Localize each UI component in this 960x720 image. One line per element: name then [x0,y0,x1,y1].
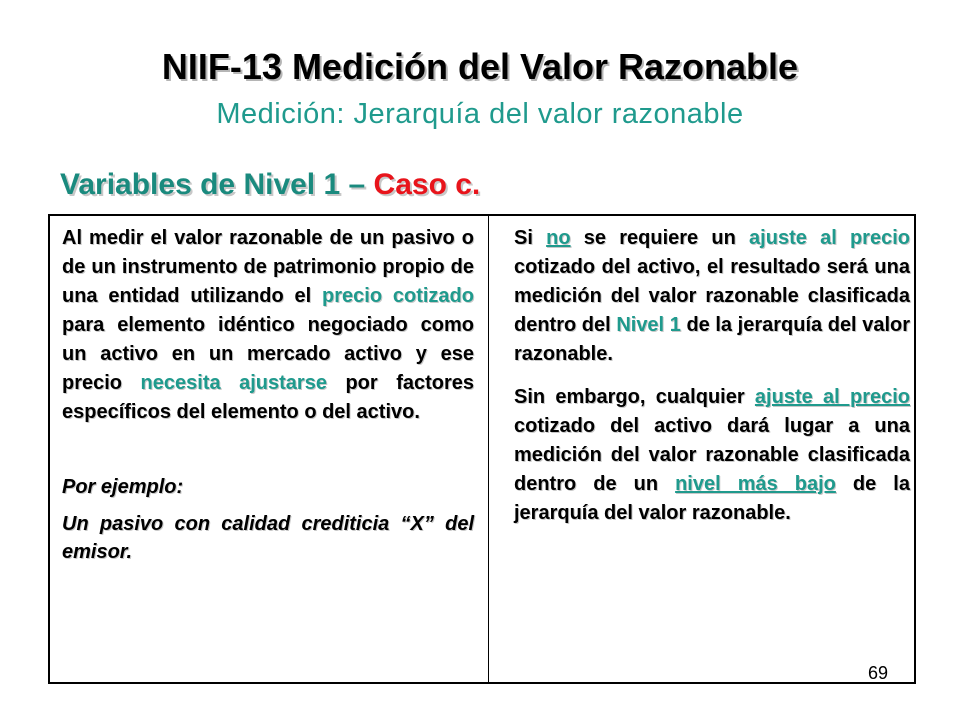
right-p2-highlight-ajuste: ajuste al precio [754,386,910,408]
right-p1-highlight-nivel1: Nivel 1 [616,314,681,336]
left-column [62,224,474,566]
left-highlight-precio-cotizado: precio cotizado [322,285,474,307]
page-number: 69 [868,663,889,683]
right-column [514,224,910,528]
right-p1-text-e: cotizado del activo, el resultado será una medición del valor razonable clasificada dentro del [514,256,910,336]
right-paragraph-1 [514,224,910,369]
right-p1-text-c: se requiere un [570,227,750,249]
section-heading [60,168,480,202]
right-p1-text-a: Si [514,227,547,249]
left-text-3: por factores específicos del elemento o del activo. [62,372,475,423]
example-label: Por ejemplo: [62,476,184,498]
left-highlight-necesita-ajustarse: necesita ajustarse [140,372,327,394]
right-p2-text-a: Sin embargo, cualquier [514,386,755,408]
right-p1-text-g: de la jerarquía del valor razonable. [514,314,911,365]
right-p1-highlight-ajuste: ajuste al precio [749,227,910,249]
right-p2-text-e: de la jerarquía del valor razonable. [514,473,910,524]
slide-subtitle: Medición: Jerarquía del valor razonable [216,98,744,130]
left-paragraph [62,224,474,427]
left-text-2: para elemento idéntico negociado como un activo en un mercado activo y ese precio [62,314,474,394]
section-heading-main: Variables de Nivel 1 – [60,168,374,201]
right-p2-text-c: cotizado del activo dará lugar a una medición del valor razonable clasificada dentro de un [514,415,910,495]
left-text-1: Al medir el valor razonable de un pasivo o de un instrumento de patrimonio propio de una entidad utilizando el [62,227,474,307]
slide-title: NIIF-13 Medición del Valor Razonable [161,46,799,87]
column-divider [488,214,489,684]
section-heading-case: Caso c. [373,168,481,201]
right-p2-highlight-nivel-bajo: nivel más bajo [675,473,836,495]
right-p1-highlight-no: no [546,227,571,249]
example-text: Un pasivo con calidad crediticia “X” del emisor. [62,513,474,563]
right-paragraph-2 [514,383,910,528]
